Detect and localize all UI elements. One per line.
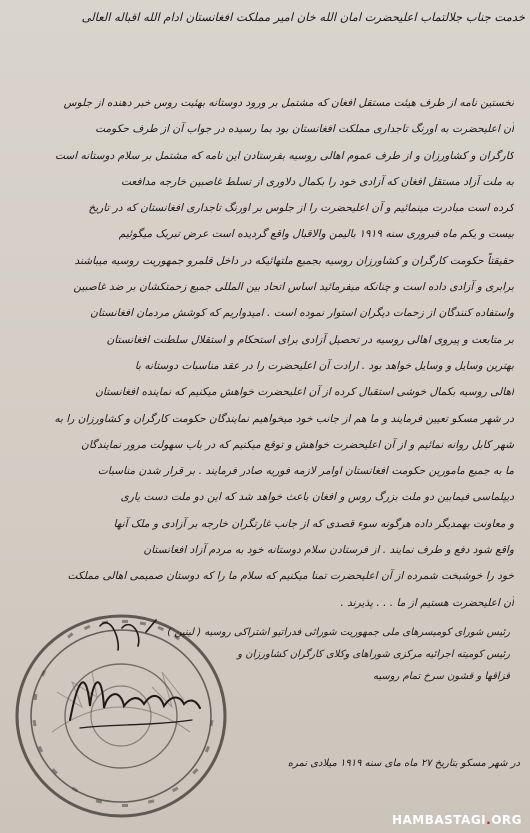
watermark-site: HAMBASTAGI <box>391 813 487 827</box>
body-line: اهالی روسیه بکمال خوشی استقبال کرده از آن اعلیحضرت خواهش میکنیم که نماینده افغانستان <box>95 386 514 399</box>
letter-heading: خدمت جناب جلالتماب اعلیحضرت امان الله خان امیر مملکت افغانستان ادام الله اقباله العالی <box>81 10 525 24</box>
watermark-dot: . <box>486 813 492 827</box>
body-line: برابری و آزادی داده است و چنانکه میفرمائید اساس اتحاد بین المللی جمیع زحمتکشان بر ضد غاصبین <box>73 281 514 294</box>
body-line: بر متابعت و پیروی اهالی روسیه در تحصیل آزادی برای استحکام و استقلال سلطنت افغانستان <box>106 333 514 346</box>
body-line: ما به جمیع مامورین حکومت افغانستان اوامر لازمه فوریه صادر فرمایند . بر قرار شدن مناسبات <box>97 465 514 478</box>
body-line: بیست و یکم ماه فبروری سنه ۱۹۱۹ بالیمن والاقبال واقع گردیده است عرض تبریک میگوئیم <box>118 228 514 241</box>
watermark-tld: ORG <box>491 813 522 827</box>
body-line: و معاونت بهمدیگر داده هرگونه سوء قصدی که از جانب غارتگران خارجه بر آزادی و ملک آنها <box>113 517 514 530</box>
body-line: واستفاده کنندگان از زحمات دیگران استوار نموده است . امیدواریم که کوشش مردمان افغانستان <box>90 307 514 320</box>
body-line: دیپلماسی فیمابین دو ملت بزرگ روس و افغان باعث خواهد شد که این دو ملت دست یاری <box>120 491 514 504</box>
date-line: در شهر مسکو بتاریخ ۲۷ ماه مای سنه ۱۹۱۹ میلادی نمره <box>287 758 520 769</box>
signatory-line: رئیس کومیته اجرائیه مرکزی شوراهای وکلای کارگران کشاورزان و <box>237 649 510 660</box>
body-line: آن اعلیحضرت هستیم از ما . . . پذیرند . <box>340 596 514 609</box>
letter-body <box>16 90 514 616</box>
body-line: در شهر مسکو تعیین فرمایند و ما هم از جانب خود میخواهیم نمایندگان حکومت کارگران و کشاورزان را به <box>54 412 514 425</box>
signatory-line: قزاقها و قشون سرخ تمام روسیه <box>372 671 510 682</box>
body-line: شهر کابل روانه نمائیم و از آن اعلیحضرت خواهش و توقع میکنیم که در باب سهولت مرور نمایندگان <box>81 438 514 451</box>
body-line: بهترین وسایل و وسایل خواهد بود . ارادت آن اعلیحضرت را در عقد مناسبات دوستانه با <box>134 359 514 372</box>
body-line: نخستین نامه از طرف هیئت مستقل افغان که مشتمل بر ورود دوستانه بهئیت روس خبر دهنده از جلوس <box>63 97 514 109</box>
signatory-block <box>150 622 510 688</box>
body-line: واقع شود دفع و طرف نمایند . از فرستادن سلام دوستانه خود به مردم آزاد افغانستان <box>143 544 514 557</box>
site-watermark <box>392 813 522 827</box>
body-line: خود را خوشبخت شمرده از آن اعلیحضرت تمنا میکنیم که سلام ما را که دوستان صمیمی اهالی مملکت <box>67 570 514 583</box>
body-line: به ملت آزاد مستقل افغان که آزادی خود را بکمال دلاوری از تسلط غاصبین خارجه مدافعت <box>120 175 514 188</box>
body-line: حقیقتاً حکومت کارگران و کشاورزان روسیه بجمیع ملتهائیکه در داخل قلمرو جمهوریت روسیه میباشند <box>74 254 514 267</box>
body-line: آن اعلیحضرت به اورنگ تاجداری مملکت افغانستان بود بما رسیده در جواب آن از طرف حکومت <box>95 123 514 136</box>
signatory-line: رئیس شورای کومیسرهای ملی جمهوریت شورائی فدراتیو اشتراکی روسیه ( لینین ) <box>167 627 510 638</box>
body-line: کرده است مبادرت مینمائیم و آن اعلیحضرت را از جلوس بر اورنگ تاجداری افغانستان که در تاریخ <box>88 202 514 215</box>
body-line: کارگران و کشاورزان و از طرف عموم اهالی روسیه بفرستادن این نامه که مشتمل بر سلام دوستانه است <box>54 149 514 162</box>
